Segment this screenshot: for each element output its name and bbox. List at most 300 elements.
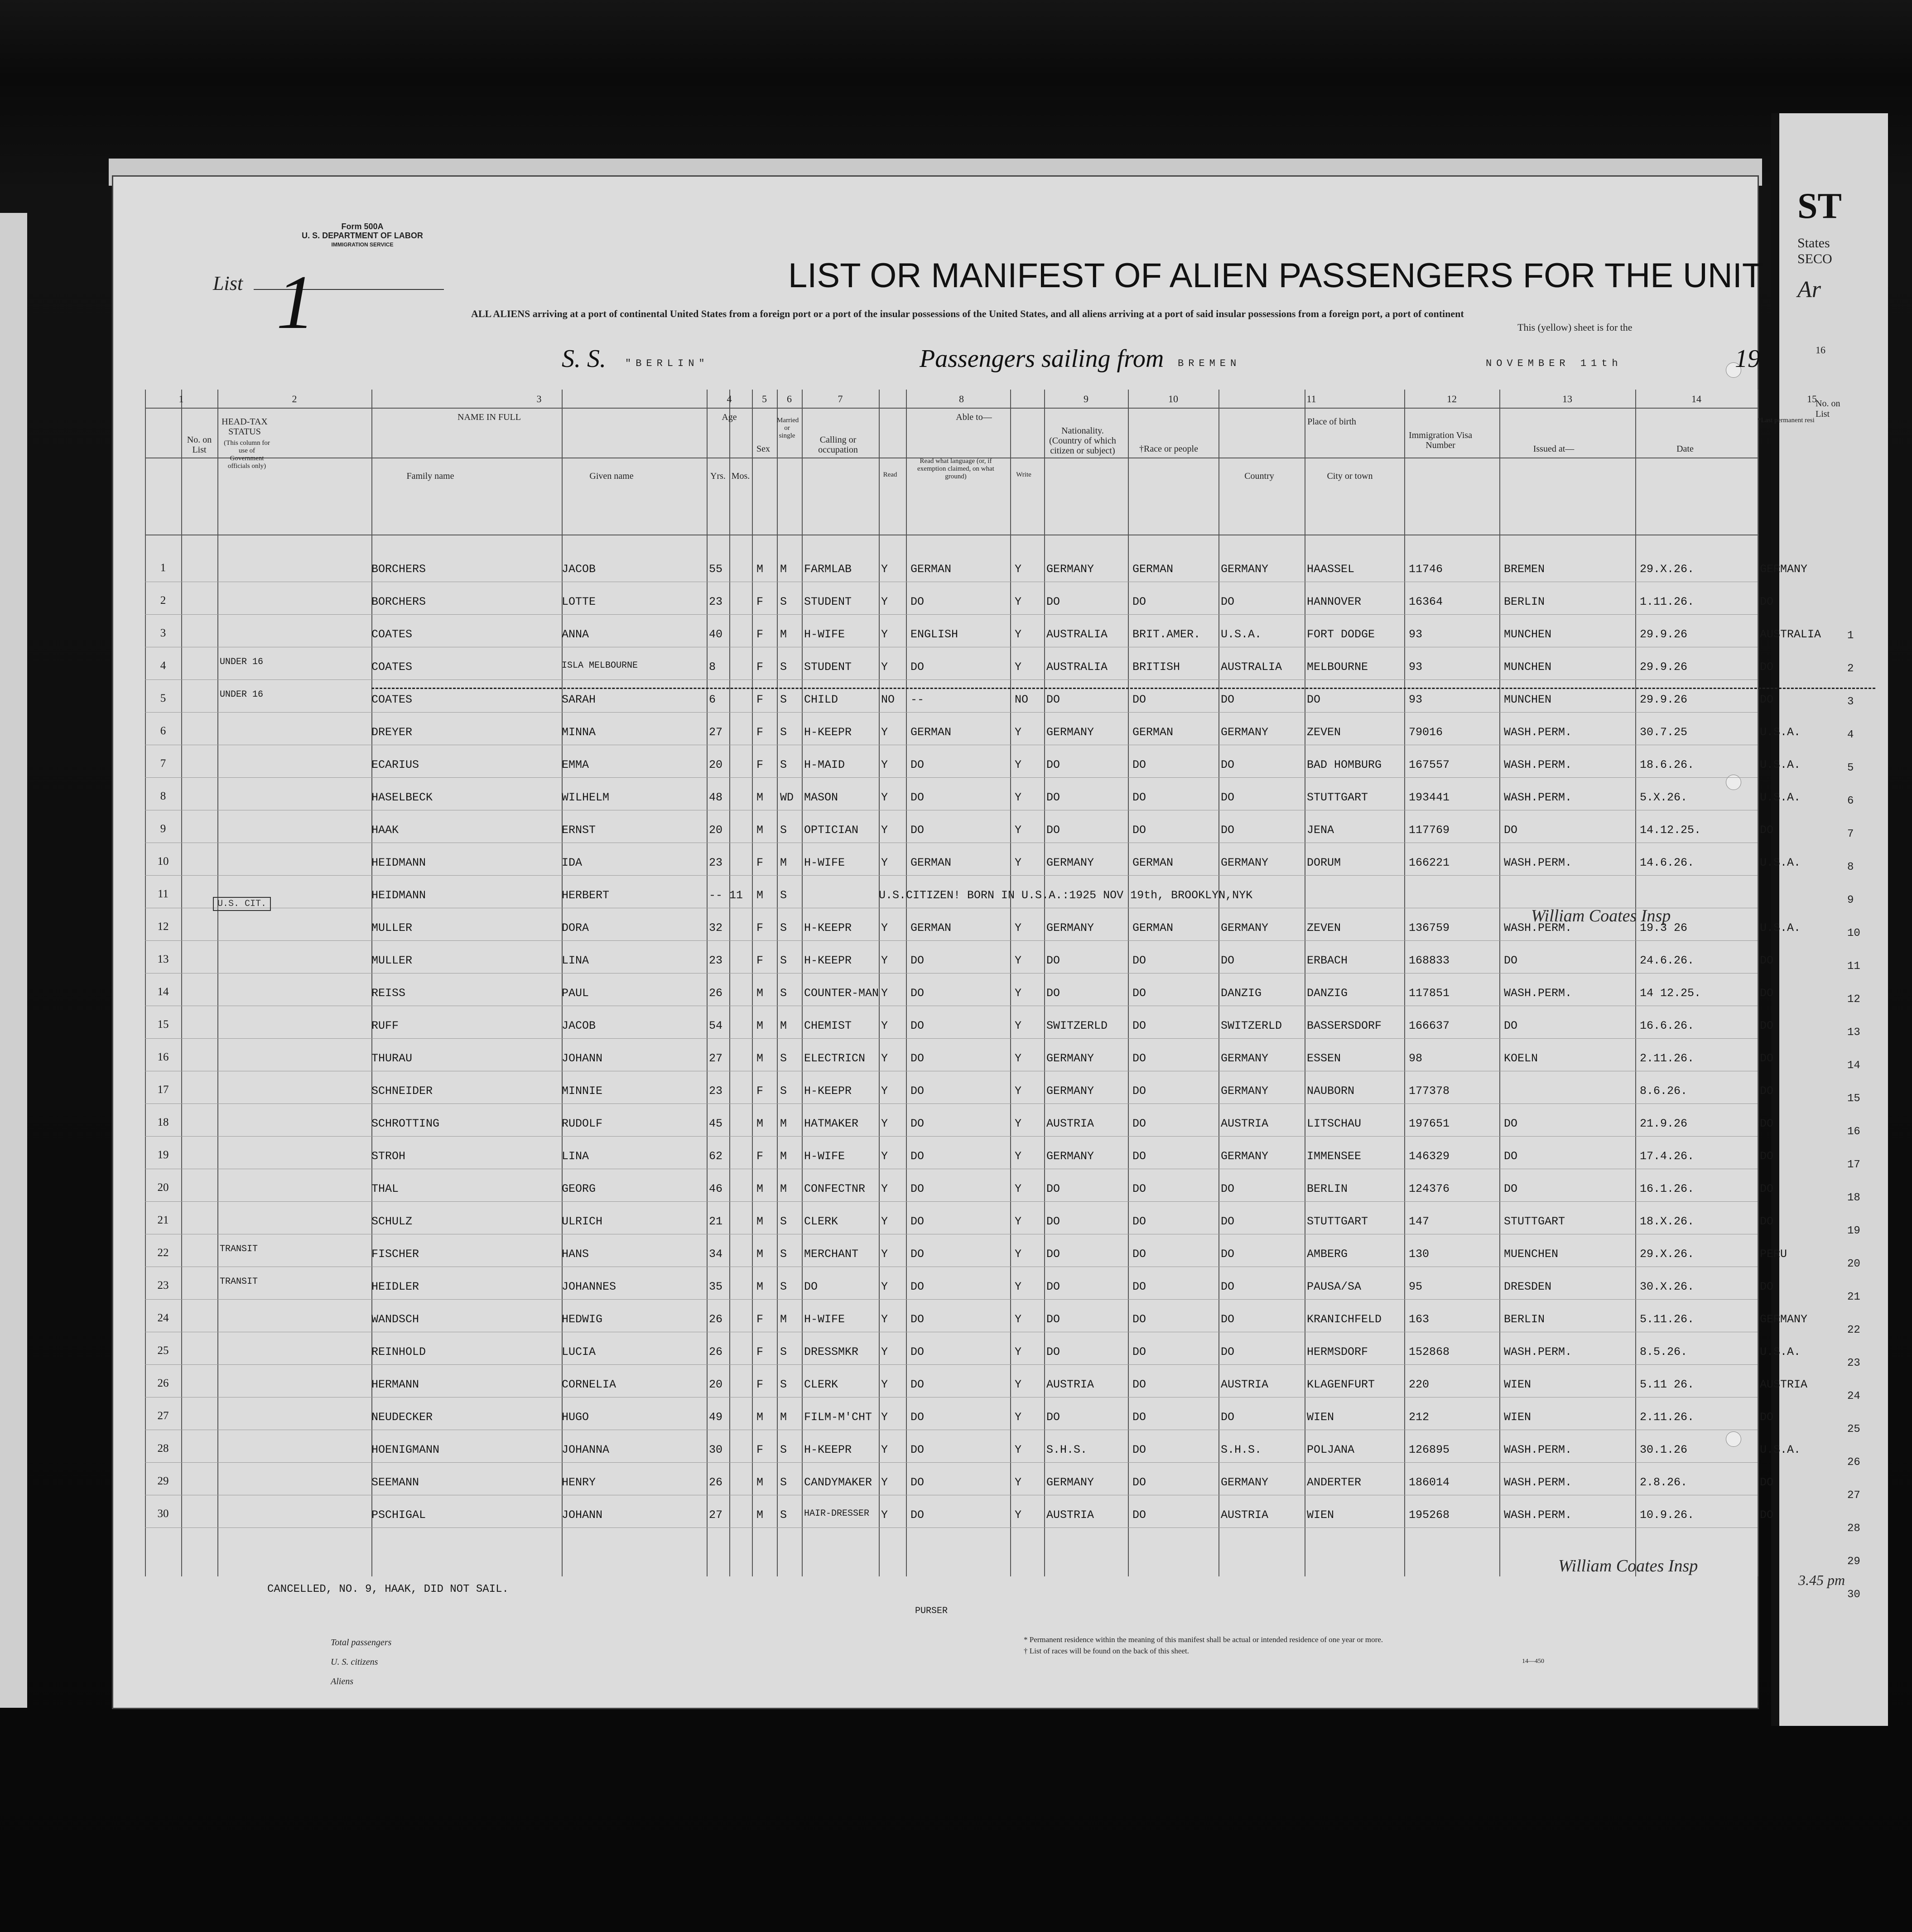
header-issued-at: Issued at— xyxy=(1533,444,1575,454)
language-cell: DO xyxy=(910,595,925,608)
birth-city-cell: FORT DODGE xyxy=(1307,628,1375,641)
race-cell: DO xyxy=(1132,758,1146,771)
date-cell: 18.6.26. xyxy=(1640,758,1695,771)
race-cell: DO xyxy=(1132,1215,1146,1228)
right-sheet-row-number: 23 xyxy=(1847,1357,1860,1369)
right-sheet-row-number: 6 xyxy=(1847,795,1854,807)
right-sheet-row-number: 13 xyxy=(1847,1026,1860,1039)
read-cell: Y xyxy=(881,726,888,739)
language-cell: DO xyxy=(910,1150,925,1163)
right-sheet-row-number: 5 xyxy=(1847,762,1854,774)
marital-status-cell: S xyxy=(780,1378,787,1391)
write-cell: Y xyxy=(1015,1182,1022,1195)
visa-number-cell: 11746 xyxy=(1409,563,1443,576)
write-cell: Y xyxy=(1015,791,1022,804)
header-write: Write xyxy=(1016,471,1031,478)
row-number: 10 xyxy=(157,855,169,867)
read-cell: Y xyxy=(881,1248,888,1261)
given-name-cell: ANNA xyxy=(562,628,589,641)
list-label: List xyxy=(213,272,243,294)
marital-status-cell: M xyxy=(780,1182,787,1195)
issued-at-cell: WASH.PERM. xyxy=(1504,791,1572,804)
write-cell: Y xyxy=(1015,1084,1022,1098)
visa-number-cell: 152868 xyxy=(1409,1345,1450,1359)
header-given-name: Given name xyxy=(589,471,634,481)
birth-city-cell: BAD HOMBURG xyxy=(1307,758,1382,771)
issued-at-cell: WASH.PERM. xyxy=(1504,726,1572,739)
departure-date: NOVEMBER 11th xyxy=(1486,358,1623,369)
visa-number-cell: 93 xyxy=(1409,628,1423,641)
language-cell: DO xyxy=(910,1215,925,1228)
birth-country-cell: GERMANY xyxy=(1221,563,1269,576)
birth-city-cell: LITSCHAU xyxy=(1307,1117,1362,1130)
birth-city-cell: POLJANA xyxy=(1307,1443,1355,1456)
date-cell: 2.11.26. xyxy=(1640,1411,1695,1424)
age-cell: 23 xyxy=(709,595,723,608)
right-sheet-row-number: 10 xyxy=(1847,927,1860,940)
write-cell: Y xyxy=(1015,1476,1022,1489)
family-name-cell: SEEMANN xyxy=(371,1476,419,1489)
column-rule xyxy=(707,390,708,1576)
race-cell: DO xyxy=(1132,1508,1146,1522)
birth-country-cell: U.S.A. xyxy=(1221,628,1262,641)
row-rule xyxy=(145,1136,1758,1137)
given-name-cell: HUGO xyxy=(562,1411,589,1424)
visa-number-cell: 16364 xyxy=(1409,595,1443,608)
read-cell: Y xyxy=(881,1182,888,1195)
age-cell: 23 xyxy=(709,856,723,869)
handwritten-time: 3.45 pm xyxy=(1798,1572,1845,1588)
header-sex: Sex xyxy=(756,444,770,454)
date-cell: 14.12.25. xyxy=(1640,824,1701,837)
write-cell: Y xyxy=(1015,1019,1022,1032)
row-number: 8 xyxy=(160,790,166,802)
read-cell: Y xyxy=(881,1117,888,1130)
row-number: 6 xyxy=(160,725,166,737)
marital-status-cell: S xyxy=(780,758,787,771)
given-name-cell: WILHELM xyxy=(562,791,610,804)
occupation-cell: ELECTRICN xyxy=(804,1052,866,1065)
birth-country-cell: DO xyxy=(1221,1182,1235,1195)
marital-status-cell: S xyxy=(780,954,787,967)
row-rule xyxy=(145,1103,1758,1104)
sex-cell: M xyxy=(756,1182,764,1195)
birth-country-cell: DO xyxy=(1221,1280,1235,1293)
nationality-cell: AUSTRIA xyxy=(1046,1117,1094,1130)
birth-country-cell: GERMANY xyxy=(1221,1150,1269,1163)
nationality-cell: DO xyxy=(1046,693,1060,706)
right-sheet-row-number: 15 xyxy=(1847,1093,1860,1105)
birth-city-cell: STUTTGART xyxy=(1307,791,1368,804)
age-cell: 20 xyxy=(709,1378,723,1391)
column-number: 11 xyxy=(1306,393,1316,405)
sex-cell: F xyxy=(756,726,764,739)
visa-number-cell: 163 xyxy=(1409,1313,1430,1326)
birth-country-cell: DO xyxy=(1221,758,1235,771)
language-cell: DO xyxy=(910,1052,925,1065)
marital-status-cell: S xyxy=(780,1443,787,1456)
birth-city-cell: HERMSDORF xyxy=(1307,1345,1368,1359)
residence-country-cell: U.S.A. xyxy=(1760,791,1801,804)
race-cell: DO xyxy=(1132,693,1146,706)
occupation-cell: H-KEEPR xyxy=(804,921,852,935)
write-cell: Y xyxy=(1015,628,1022,641)
language-cell: DO xyxy=(910,758,925,771)
given-name-cell: JACOB xyxy=(562,563,596,576)
race-cell: DO xyxy=(1132,1443,1146,1456)
nationality-cell: AUSTRIA xyxy=(1046,1378,1094,1391)
issued-at-cell: WASH.PERM. xyxy=(1504,1508,1572,1522)
age-cell: 30 xyxy=(709,1443,723,1456)
right-sheet-title: ST xyxy=(1797,186,1842,226)
birth-country-cell: GERMANY xyxy=(1221,856,1269,869)
given-name-cell: LUCIA xyxy=(562,1345,596,1359)
birth-country-cell: S.H.S. xyxy=(1221,1443,1262,1456)
given-name-cell: JOHANNES xyxy=(562,1280,616,1293)
occupation-cell: H-KEEPR xyxy=(804,1084,852,1098)
issued-at-cell: WASH.PERM. xyxy=(1504,921,1572,935)
ss-label: S. S. xyxy=(562,345,606,373)
manifest-table xyxy=(145,390,1821,1576)
marital-status-cell: S xyxy=(780,889,787,902)
residence-country-cell: GERMANY xyxy=(1760,563,1808,576)
right-sheet-row-number: 4 xyxy=(1847,729,1854,741)
issued-at-cell: KOELN xyxy=(1504,1052,1538,1065)
residence-country-cell: DO xyxy=(1760,1084,1774,1098)
family-name-cell: HASELBECK xyxy=(371,791,433,804)
read-cell: Y xyxy=(881,824,888,837)
nationality-cell: AUSTRIA xyxy=(1046,1508,1094,1522)
birth-country-cell: DO xyxy=(1221,1411,1235,1424)
sex-cell: M xyxy=(756,1508,764,1522)
right-sheet-row-number: 11 xyxy=(1847,960,1860,973)
marital-status-cell: S xyxy=(780,693,787,706)
sex-cell: F xyxy=(756,1345,764,1359)
nationality-cell: GERMANY xyxy=(1046,726,1094,739)
column-number: 3 xyxy=(536,393,542,405)
row-number: 20 xyxy=(157,1181,169,1194)
aliens-label: Aliens xyxy=(331,1677,353,1686)
date-cell: 30.X.26. xyxy=(1640,1280,1695,1293)
column-number: 1 xyxy=(178,393,184,405)
right-sheet-row-number: 8 xyxy=(1847,861,1854,873)
sex-cell: F xyxy=(756,660,764,674)
right-sheet-row-number: 19 xyxy=(1847,1225,1860,1237)
birth-country-cell: AUSTRIA xyxy=(1221,1508,1269,1522)
language-cell: DO xyxy=(910,660,925,674)
right-sheet-row-number: 9 xyxy=(1847,894,1854,906)
residence-country-cell: AUSTRALIA xyxy=(1760,628,1821,641)
family-name-cell: NEUDECKER xyxy=(371,1411,433,1424)
nationality-cell: S.H.S. xyxy=(1046,1443,1088,1456)
issued-at-cell: DRESDEN xyxy=(1504,1280,1552,1293)
departure-year: 19 xyxy=(1735,345,1760,373)
residence-country-cell: AUSTRIA xyxy=(1760,1378,1808,1391)
sex-cell: F xyxy=(756,628,764,641)
given-name-cell: HANS xyxy=(562,1248,589,1261)
issued-at-cell: STUTTGART xyxy=(1504,1215,1565,1228)
issued-at-cell: DO xyxy=(1504,1182,1518,1195)
family-name-cell: THAL xyxy=(371,1182,399,1195)
residence-country-cell: DO xyxy=(1760,1052,1774,1065)
date-cell: 2.8.26. xyxy=(1640,1476,1688,1489)
nationality-cell: DO xyxy=(1046,954,1060,967)
read-cell: Y xyxy=(881,1508,888,1522)
age-cell: -- xyxy=(709,889,723,902)
nationality-cell: GERMANY xyxy=(1046,1052,1094,1065)
residence-country-cell: U.S.A. xyxy=(1760,726,1801,739)
race-cell: GERMAN xyxy=(1132,856,1174,869)
write-cell: Y xyxy=(1015,1215,1022,1228)
sex-cell: F xyxy=(756,954,764,967)
header-read-language: Read what language (or, if exemption claimed, on what ground) xyxy=(917,458,994,480)
column-rule xyxy=(729,390,730,1576)
purser-label: PURSER xyxy=(915,1606,948,1616)
given-name-cell: HEDWIG xyxy=(562,1313,603,1326)
marital-status-cell: M xyxy=(780,856,787,869)
visa-number-cell: 117851 xyxy=(1409,987,1450,1000)
row-number: 7 xyxy=(160,757,166,770)
family-name-cell: MULLER xyxy=(371,921,413,935)
date-cell: 1.11.26. xyxy=(1640,595,1695,608)
residence-country-cell: DO xyxy=(1760,1019,1774,1032)
given-name-cell: IDA xyxy=(562,856,583,869)
write-cell: Y xyxy=(1015,595,1022,608)
write-cell: Y xyxy=(1015,1378,1022,1391)
read-cell: Y xyxy=(881,1378,888,1391)
age-cell: 26 xyxy=(709,1313,723,1326)
issued-at-cell: WASH.PERM. xyxy=(1504,987,1572,1000)
right-sheet-row-number: 18 xyxy=(1847,1192,1860,1204)
column-rule xyxy=(879,390,880,1576)
write-cell: Y xyxy=(1015,660,1022,674)
issued-at-cell: WASH.PERM. xyxy=(1504,758,1572,771)
given-name-cell: LOTTE xyxy=(562,595,596,608)
date-cell: 24.6.26. xyxy=(1640,954,1695,967)
residence-country-cell: U.S.A. xyxy=(1760,1345,1801,1359)
marital-status-cell: M xyxy=(780,628,787,641)
us-citizen-stamp: U.S. CIT. xyxy=(213,897,271,911)
read-cell: Y xyxy=(881,954,888,967)
right-sheet-colnum: 16 xyxy=(1816,344,1825,356)
marital-status-cell: M xyxy=(780,1313,787,1326)
column-number: 5 xyxy=(762,393,767,405)
sex-cell: M xyxy=(756,1215,764,1228)
right-sheet-row-number: 21 xyxy=(1847,1291,1860,1303)
birth-city-cell: DO xyxy=(1307,693,1321,706)
date-cell: 30.1.26 xyxy=(1640,1443,1688,1456)
birth-country-cell: DO xyxy=(1221,1215,1235,1228)
column-number: 14 xyxy=(1691,393,1701,405)
given-name-cell: GEORG xyxy=(562,1182,596,1195)
family-name-cell: ECARIUS xyxy=(371,758,419,771)
issued-at-cell: MUNCHEN xyxy=(1504,628,1552,641)
header-birth-city: City or town xyxy=(1327,471,1373,481)
right-sheet-line: SECO xyxy=(1797,251,1832,266)
issued-at-cell: DO xyxy=(1504,954,1518,967)
race-cell: DO xyxy=(1132,987,1146,1000)
nationality-cell: DO xyxy=(1046,1280,1060,1293)
visa-number-cell: 95 xyxy=(1409,1280,1423,1293)
residence-country-cell: DO xyxy=(1760,1411,1774,1424)
residence-country-cell: DO xyxy=(1760,1508,1774,1522)
read-cell: Y xyxy=(881,1215,888,1228)
birth-country-cell: DO xyxy=(1221,693,1235,706)
language-cell: DO xyxy=(910,1411,925,1424)
row-number: 16 xyxy=(157,1051,169,1063)
marital-status-cell: M xyxy=(780,1150,787,1163)
nationality-cell: DO xyxy=(1046,1313,1060,1326)
birth-country-cell: DO xyxy=(1221,954,1235,967)
column-rule xyxy=(181,390,182,1576)
sex-cell: F xyxy=(756,1313,764,1326)
row-rule xyxy=(145,875,1758,876)
right-sheet-row-number: 28 xyxy=(1847,1522,1860,1535)
language-cell: DO xyxy=(910,1378,925,1391)
row-number: 24 xyxy=(157,1312,169,1324)
family-name-cell: RUFF xyxy=(371,1019,399,1032)
occupation-cell: H-WIFE xyxy=(804,856,845,869)
language-cell: DO xyxy=(910,1248,925,1261)
occupation-cell: CLERK xyxy=(804,1378,838,1391)
family-name-cell: BORCHERS xyxy=(371,595,426,608)
row-number: 29 xyxy=(157,1475,169,1487)
marital-status-cell: S xyxy=(780,1215,787,1228)
occupation-cell: H-WIFE xyxy=(804,1150,845,1163)
marital-status-cell: S xyxy=(780,1280,787,1293)
age-cell: 45 xyxy=(709,1117,723,1130)
read-cell: Y xyxy=(881,987,888,1000)
race-cell: DO xyxy=(1132,1378,1146,1391)
visa-number-cell: 186014 xyxy=(1409,1476,1450,1489)
sex-cell: F xyxy=(756,856,764,869)
residence-country-cell: DO xyxy=(1760,1215,1774,1228)
occupation-cell: COUNTER-MAN xyxy=(804,987,879,1000)
months-cell: 11 xyxy=(729,889,743,902)
sex-cell: M xyxy=(756,791,764,804)
column-rule xyxy=(1128,390,1129,1576)
write-cell: Y xyxy=(1015,726,1022,739)
sex-cell: M xyxy=(756,1019,764,1032)
right-sheet-row-number: 30 xyxy=(1847,1589,1860,1601)
issued-at-cell: BREMEN xyxy=(1504,563,1545,576)
issued-at-cell: WASH.PERM. xyxy=(1504,1476,1572,1489)
header-read: Read xyxy=(883,471,897,478)
marital-status-cell: M xyxy=(780,1117,787,1130)
birth-city-cell: JENA xyxy=(1307,824,1334,837)
read-cell: Y xyxy=(881,1280,888,1293)
occupation-cell: H-KEEPR xyxy=(804,1443,852,1456)
row-number: 14 xyxy=(157,986,169,998)
row-number: 3 xyxy=(160,627,166,639)
age-cell: 6 xyxy=(709,693,716,706)
column-number: 7 xyxy=(838,393,843,405)
given-name-cell: ISLA MELBOURNE xyxy=(562,660,638,671)
right-sheet-row-number: 2 xyxy=(1847,663,1854,675)
birth-city-cell: STUTTGART xyxy=(1307,1215,1368,1228)
issued-at-cell: DO xyxy=(1504,1117,1518,1130)
given-name-cell: DORA xyxy=(562,921,589,935)
language-cell: DO xyxy=(910,954,925,967)
birth-country-cell: DO xyxy=(1221,824,1235,837)
residence-country-cell: DO xyxy=(1760,1280,1774,1293)
birth-city-cell: HAASSEL xyxy=(1307,563,1355,576)
write-cell: Y xyxy=(1015,987,1022,1000)
nationality-cell: SWITZERLD xyxy=(1046,1019,1108,1032)
given-name-cell: HENRY xyxy=(562,1476,596,1489)
right-sheet-row-number: 1 xyxy=(1847,630,1854,642)
read-cell: Y xyxy=(881,921,888,935)
date-cell: 2.11.26. xyxy=(1640,1052,1695,1065)
birth-city-cell: PAUSA/SA xyxy=(1307,1280,1362,1293)
write-cell: Y xyxy=(1015,856,1022,869)
occupation-cell: CONFECTNR xyxy=(804,1182,866,1195)
marital-status-cell: S xyxy=(780,660,787,674)
age-cell: 27 xyxy=(709,1508,723,1522)
age-cell: 34 xyxy=(709,1248,723,1261)
visa-number-cell: 98 xyxy=(1409,1052,1423,1065)
visa-number-cell: 220 xyxy=(1409,1378,1430,1391)
birth-country-cell: DO xyxy=(1221,1248,1235,1261)
residence-country-cell: DO xyxy=(1760,1476,1774,1489)
family-name-cell: HEIDMANN xyxy=(371,856,426,869)
family-name-cell: HAAK xyxy=(371,824,399,837)
nationality-cell: DO xyxy=(1046,987,1060,1000)
list-number: 1 xyxy=(276,260,315,345)
date-cell: 29.9.26 xyxy=(1640,628,1688,641)
read-cell: Y xyxy=(881,1019,888,1032)
age-cell: 48 xyxy=(709,791,723,804)
birth-country-cell: SWITZERLD xyxy=(1221,1019,1282,1032)
row-rule xyxy=(145,1201,1758,1202)
nationality-cell: DO xyxy=(1046,1411,1060,1424)
row-number: 13 xyxy=(157,953,169,965)
visa-number-cell: 193441 xyxy=(1409,791,1450,804)
form-number: Form 500A xyxy=(341,222,384,231)
issued-at-cell: MUNCHEN xyxy=(1504,660,1552,674)
us-citizens-label: U. S. citizens xyxy=(331,1657,378,1667)
column-number: 10 xyxy=(1168,393,1178,405)
occupation-cell: H-WIFE xyxy=(804,628,845,641)
given-name-cell: PAUL xyxy=(562,987,589,1000)
date-cell: 5.11.26. xyxy=(1640,1313,1695,1326)
given-name-cell: JOHANN xyxy=(562,1052,603,1065)
date-cell: 5.X.26. xyxy=(1640,791,1688,804)
language-cell: DO xyxy=(910,1084,925,1098)
form-identifier xyxy=(222,222,503,249)
occupation-cell: MERCHANT xyxy=(804,1248,859,1261)
residence-country-cell: U.S.A. xyxy=(1760,921,1801,935)
birth-country-cell: DANZIG xyxy=(1221,987,1262,1000)
given-name-cell: JACOB xyxy=(562,1019,596,1032)
row-rule xyxy=(145,1527,1758,1528)
header-visa-number: Immigration Visa Number xyxy=(1408,430,1473,450)
ship-name: "BERLIN" xyxy=(625,358,709,369)
marital-status-cell: S xyxy=(780,1508,787,1522)
language-cell: DO xyxy=(910,987,925,1000)
write-cell: Y xyxy=(1015,1150,1022,1163)
right-sheet-line: Ar xyxy=(1797,277,1821,303)
language-cell: DO xyxy=(910,1508,925,1522)
race-cell: DO xyxy=(1132,1345,1146,1359)
family-name-cell: PSCHIGAL xyxy=(371,1508,426,1522)
occupation-cell: HAIR-DRESSER xyxy=(804,1508,870,1519)
read-cell: Y xyxy=(881,1052,888,1065)
row-number: 25 xyxy=(157,1344,169,1357)
marital-status-cell: S xyxy=(780,1052,787,1065)
family-name-cell: MULLER xyxy=(371,954,413,967)
family-name-cell: REINHOLD xyxy=(371,1345,426,1359)
